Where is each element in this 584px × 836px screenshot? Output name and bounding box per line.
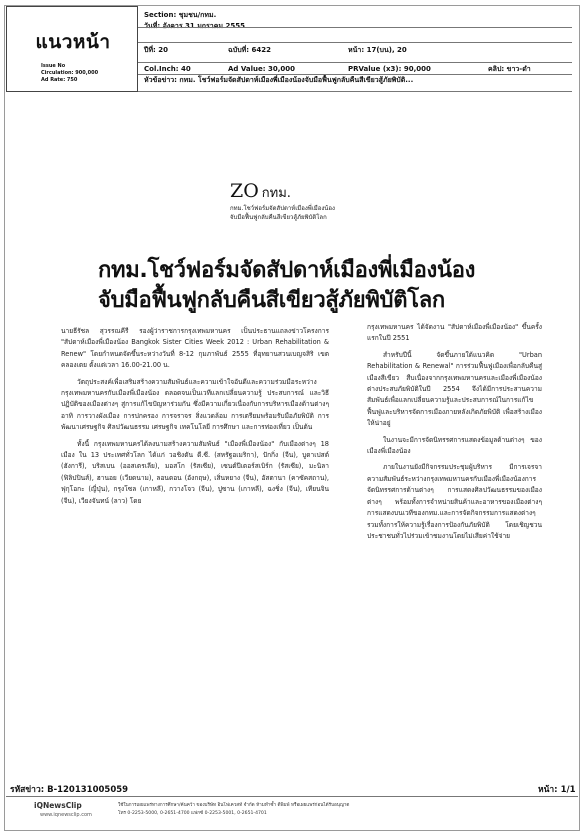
news-code: [10, 782, 128, 796]
logo-mark: ZO: [230, 180, 259, 202]
page-count-label: หน้า:: [538, 785, 558, 795]
page-label: หน้า:: [348, 46, 365, 54]
divider: [138, 27, 572, 28]
date-value: อังคาร 31 มกราคม 2555: [162, 22, 245, 30]
section-value: ชุมชน/กทม.: [178, 11, 217, 19]
divider: [138, 74, 572, 75]
paragraph: กรุงเทพมหานคร ได้จัดงาน "สัปดาห์เมืองพี่เมืองน้อง" ขึ้นครั้งแรกในปี 2551: [367, 323, 542, 343]
divider: [138, 62, 572, 63]
year-label: ปีที่:: [144, 46, 156, 54]
article-column-2: [367, 322, 542, 542]
column-subtitle: [230, 204, 335, 222]
footer-info-line: ใช้ในการเผยแพร่ทางการศึกษา/ค้นคว้า ของบริษัท อินโฟเควสท์ จำกัด ห้ามทำซ้ำ ตีพิมพ์ หรือเผยแพร่ก่อนได้รับอนุญาต: [118, 803, 350, 808]
date-label: วันที่:: [144, 22, 161, 30]
iqnewsclip-logo: iQNewsClip: [34, 801, 82, 810]
year-value: 20: [158, 46, 169, 54]
topic-row: [144, 75, 413, 86]
paragraph: สำหรับปีนี้ จัดขึ้นภายใต้แนวคิด "Urban Rehabilitation & Renewal" การร่วมฟื้นฟูเมืองเพื่อกลับคืนสู่เมืองสีเขียว สืบเนื่องจากกรุงเทพมหานครและเมืองพี่เมืองน้องต่างประสบภัยพิบัติในปี 2554 จึงได้มีการประสานความสัมพันธ์เพื่อแลกเปลี่ยนความรู้และประสบการณ์ในการแก้ไขฟื้นฟูและบริหารจัดการเมืองภายหลังเกิดภัยพิบัติ เพื่อสร้างเมืองให้น่าอยู่: [367, 350, 542, 428]
article-headline: [98, 256, 548, 316]
logo-url: www.iqnewsclip.com: [40, 812, 92, 818]
logo-suffix: กทม.: [261, 186, 291, 201]
prval-label: PRValue (x3):: [348, 65, 402, 73]
page-value: 17(บน), 20: [366, 46, 407, 54]
divider: [138, 42, 572, 43]
issue-value: 6422: [251, 46, 271, 54]
page-count-value: 1/1: [560, 785, 576, 795]
adval-value: 30,000: [268, 65, 296, 73]
footer-divider: [6, 796, 578, 797]
subtitle-line: กทม.โชว์ฟอร์มจัดสัปดาห์เมืองพี่เมืองน้อง: [230, 205, 335, 212]
section-label: Section:: [144, 11, 177, 19]
colinch-value: 40: [180, 65, 191, 73]
paragraph: ทั้งนี้ กรุงเทพมหานครได้ลงนามสร้างความสัมพันธ์ "เมืองพี่เมืองน้อง" กับเมืองต่างๆ 18 เมือง ใน 13 ประเทศทั่วโลก ได้แก่ วอชิงตัน ดี.ซี. (สหรัฐอเมริกา), ปักกิ่ง (จีน), บูดาเปสต์ (ฮังการี), บริสเบน (ออสเตรเลีย), มอสโก (รัสเซีย), เซนต์ปีเตอร์สเบิร์ก (รัสเซีย), มะนิลา (ฟิลิปปินส์), ฮานอย (เวียดนาม), ลอนดอน (อังกฤษ), เสิ่นหยาง (จีน), อัสตานา (คาซัคสถาน), ฟุกุโอกะ (ญี่ปุ่น), กรุงโซล (เกาหลี), กวางโจว (จีน), ปูซาน (เกาหลี), ฉงชิ่ง (จีน), เทียนจิน (จีน), เวียงจันทน์ (ลาว) โดย: [61, 439, 329, 505]
section-row: [144, 10, 216, 21]
paragraph: วัตถุประสงค์เพื่อเสริมสร้างความสัมพันธ์และความเข้าใจอันดีและความร่วมมือระหว่างกรุงเทพมหานครกับเมืองพี่เมืองน้อง ตลอดจนเป็นเวทีแลกเปลี่ยนความรู้ ประสบการณ์ และวิธีปฏิบัติของเมืองต่างๆ สู่การแก้ไขปัญหาร่วมกัน ซึ่งมีความเกี่ยวเนื่องกับการบริหารเมืองด้านต่างๆ อาทิ การวางผังเมือง การปกครอง การจราจร สิ่งแวดล้อม การเตรียมพร้อมรับมือภัยพิบัติ การพัฒนาเศรษฐกิจ ศิลปวัฒนธรรม เศรษฐกิจ เทคโนโลยี การศึกษา และการท่องเที่ยว เป็นต้น: [61, 377, 329, 432]
topic-value: กทม. โชว์ฟอร์มจัดสัปดาห์เมืองพี่เมืองน้องจับมือฟื้นฟูกลับคืนสีเขียวสู้ภัยพิบัติ...: [179, 76, 414, 84]
paragraph: ภายในงานยังมีกิจกรรมประชุมผู้บริหาร มีการเจรจาความสัมพันธ์ระหว่างกรุงเทพมหานครกับเมืองพี่เมืองน้องการจัดนิทรรศการด้านต่างๆ การแสดงศิลปวัฒนธรรมของเมืองต่างๆ พร้อมทั้งการจำหน่ายสินค้าและอาหารของเมืองต่างๆ การแสดงบนเวทีของกทม.และการจัดกิจกรรมการแสดงต่างๆ รวมทั้งการให้ความรู้เรื่องการป้องกันภัยพิบัติ โดยเชิญชวนประชาชนทั่วไปร่วมเข้าชมงานโดยไม่เสียค่าใช้จ่าย: [367, 463, 542, 540]
paragraph: นายธีรัชล สุวรรณคีรี รองผู้ว่าราชการกรุงเทพมหานคร เป็นประธานแถลงข่าวโครงการ "สัปดาห์เมืองพี่เมืองน้อง Bangkok Sister Cities Week 2012 : Urban Rehabilitation & Renew" โดยกำหนดจัดขึ้นระหว่างวันที่ 8-12 กุมภาพันธ์ 2555 ที่อุทยานสวนเบญจสิริ เขตคลองเตย ตั้งแต่เวลา 16.00-21.00 น.: [61, 327, 329, 370]
subtitle-line: จับมือฟื้นฟูกลับคืนสีเขียวสู้ภัยพิบัติโลก: [230, 214, 327, 221]
divider: [138, 91, 572, 92]
issue-no: Issue No: [41, 63, 66, 69]
footer-info: [118, 802, 349, 818]
color-label: คลิป:: [488, 65, 505, 73]
colinch-label: Col.Inch:: [144, 65, 179, 73]
column-logo: [230, 180, 291, 203]
code-value: B-120131005059: [47, 785, 129, 795]
circulation: Circulation: 900,000: [41, 69, 99, 76]
prval-value: 90,000: [403, 65, 431, 73]
publication-name: แนวหน้า: [35, 31, 111, 53]
adval-label: Ad Value:: [228, 65, 266, 73]
page-count: [538, 782, 576, 796]
paragraph: ในงานจะมีการจัดนิทรรศการแสดงข้อมูลด้านต่างๆ ของเมืองพี่เมืองน้อง: [367, 435, 542, 456]
publication-meta: [41, 63, 98, 83]
headline-line-1: กทม.โชว์ฟอร์มจัดสัปดาห์เมืองพี่เมืองน้อง: [98, 258, 476, 283]
headline-line-2: จับมือฟื้นฟูกลับคืนสีเขียวสู้ภัยพิบัติโลก: [98, 288, 445, 313]
color-value: ขาว-ดำ: [506, 65, 531, 73]
footer-info-line: โทร 0-2253-5000, 0-2651-4700 แฟกซ์ 0-2253-5001, 0-2651-4701: [118, 811, 267, 816]
topic-label: หัวข้อข่าว:: [144, 76, 177, 84]
ad-rate: Ad Rate: 750: [41, 76, 78, 83]
publication-box: [6, 6, 138, 92]
issue-row: [144, 45, 574, 56]
issue-label: ฉบับที่:: [228, 46, 250, 54]
code-label: รหัสข่าว:: [10, 785, 45, 795]
article-column-1: [61, 326, 329, 507]
